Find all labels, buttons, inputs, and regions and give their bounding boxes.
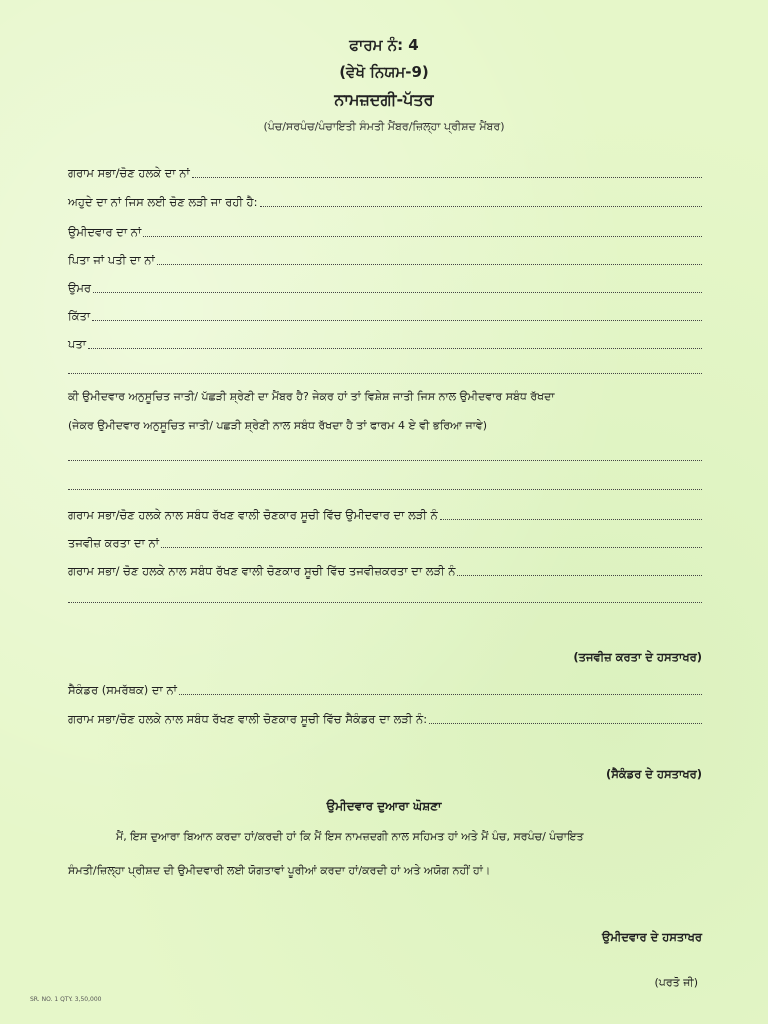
seconder-signature: (ਸੈਕੰਡਰ ਦੇ ਹਸਤਾਖਰ) [605, 767, 702, 781]
page-title: ਨਾਮਜ਼ਦਗੀ-ਪੱਤਰ [334, 90, 434, 109]
age-blank[interactable] [93, 280, 702, 293]
age-field[interactable] [68, 278, 702, 296]
post-field[interactable] [68, 192, 702, 210]
father-name-field[interactable] [68, 250, 702, 268]
caste-note: (ਜੇਕਰ ਉਮੀਦਵਾਰ ਅਨੁਸੂਚਿਤ ਜਾਤੀ/ ਪਛੜੀ ਸ਼੍ਰੇਣੀ ਨਾਲ ਸਬੰਧ ਰੱਖਦਾ ਹੈ ਤਾਂ ਫਾਰਮ 4 ਏ ਵੀ ਭਰਿਆ ਜਾਵੇ) [68, 419, 488, 432]
proposer-name-label: ਤਜਵੀਜ਼ ਕਰਤਾ ਦਾ ਨਾਂ [68, 536, 159, 550]
seconder-name-blank[interactable] [179, 682, 702, 695]
caste-question: ਕੀ ਉਮੀਦਵਾਰ ਅਨੁਸੂਚਿਤ ਜਾਤੀ/ ਪੱਛੜੀ ਸ਼੍ਰੇਣੀ ਦਾ ਮੈਂਬਰ ਹੈ? ਜੇਕਰ ਹਾਂ ਤਾਂ ਵਿਸ਼ੇਸ਼ ਜਾਤੀ ਜਿਸ ਨਾਲ ਉਮੀਦਵਾਰ ਸਬੰਧ ਰੱਖਦਾ [68, 390, 555, 403]
proposer-signature: (ਤਜਵੀਜ਼ ਕਰਤਾ ਦੇ ਹਸਤਾਖਰ) [573, 650, 702, 664]
proposer-serial-blank[interactable] [457, 563, 702, 576]
address-label: ਪਤਾ [68, 337, 87, 351]
candidate-name-blank[interactable] [143, 224, 702, 237]
seconder-serial-field[interactable] [68, 709, 702, 727]
occupation-blank[interactable] [92, 308, 702, 321]
rule-reference: (ਵੇਖੋ ਨਿਯਮ-9) [339, 63, 429, 81]
post-label: ਅਹੁਦੇ ਦਾ ਨਾਂ ਜਿਸ ਲਈ ਚੋਣ ਲੜੀ ਜਾ ਰਹੀ ਹੈ: [68, 195, 258, 209]
print-code: SR. NO. 1 QTY. 3,50,000 [30, 996, 102, 1003]
post-blank[interactable] [260, 194, 703, 207]
address-continuation-line[interactable] [68, 373, 702, 374]
age-label: ਉਮਰ [68, 281, 92, 295]
proposer-name-field[interactable] [68, 533, 702, 551]
address-field[interactable] [68, 334, 702, 352]
gram-sabha-label: ਗਰਾਮ ਸਭਾ/ਚੋਣ ਹਲਕੇ ਦਾ ਨਾਂ [68, 166, 190, 180]
candidate-serial-field[interactable] [68, 505, 702, 523]
father-name-blank[interactable] [157, 252, 702, 265]
proposer-serial-field[interactable] [68, 561, 702, 579]
declaration-line-2: ਸੰਮਤੀ/ਜ਼ਿਲ੍ਹਾ ਪ੍ਰੀਸ਼ਦ ਦੀ ਉਮੀਦਵਾਰੀ ਲਈ ਯੋਗਤਾਵਾਂ ਪੂਰੀਆਂ ਕਰਦਾ ਹਾਂ/ਕਰਦੀ ਹਾਂ ਅਤੇ ਅਯੋਗ ਨਹੀਂ ਹਾਂ। [68, 864, 491, 877]
candidate-serial-label: ਗਰਾਮ ਸਭਾ/ਚੋਣ ਹਲਕੇ ਨਾਲ ਸਬੰਧ ਰੱਖਣ ਵਾਲੀ ਚੋਣਕਾਰ ਸੂਚੀ ਵਿੱਚ ਉਮੀਦਵਾਰ ਦਾ ਲੜੀ ਨੰ [68, 508, 438, 522]
seconder-name-label: ਸੈਕੰਡਰ (ਸਮਰੱਥਕ) ਦਾ ਨਾਂ [68, 683, 177, 697]
seconder-serial-blank[interactable] [429, 711, 702, 724]
form-number: ਫਾਰਮ ਨੰ: 4 [349, 36, 419, 54]
declaration-line-1: ਮੈਂ, ਇਸ ਦੁਆਰਾ ਬਿਆਨ ਕਰਦਾ ਹਾਂ/ਕਰਦੀ ਹਾਂ ਕਿ ਮੈਂ ਇਸ ਨਾਮਜ਼ਦਗੀ ਨਾਲ ਸਹਿਮਤ ਹਾਂ ਅਤੇ ਮੈਂ ਪੰਚ, ਸਰਪੰਚ/ ਪੰਚਾਇਤ [116, 830, 584, 843]
father-name-label: ਪਿਤਾ ਜਾਂ ਪਤੀ ਦਾ ਨਾਂ [68, 253, 155, 267]
proposer-continuation-line[interactable] [68, 602, 702, 603]
proposer-serial-label: ਗਰਾਮ ਸਭਾ/ ਚੋਣ ਹਲਕੇ ਨਾਲ ਸਬੰਧ ਰੱਖਣ ਵਾਲੀ ਚੋਣਕਾਰ ਸੂਚੀ ਵਿੱਚ ਤਜਵੀਜ਼ਕਰਤਾ ਦਾ ਲੜੀ ਨੰ [68, 564, 456, 578]
declaration-heading: ਉਮੀਦਵਾਰ ਦੁਆਰਾ ਘੋਸ਼ਣਾ [326, 799, 442, 813]
candidate-name-field[interactable] [68, 222, 702, 240]
caste-line-1[interactable] [68, 460, 702, 461]
candidate-name-label: ਉਮੀਦਵਾਰ ਦਾ ਨਾਂ [68, 225, 142, 239]
address-blank[interactable] [88, 336, 702, 349]
proposer-name-blank[interactable] [161, 535, 702, 548]
seconder-name-field[interactable] [68, 680, 702, 698]
page-subtitle: (ਪੰਚ/ਸਰਪੰਚ/ਪੰਚਾਇਤੀ ਸੰਮਤੀ ਮੈਂਬਰ/ਜ਼ਿਲ੍ਹਾ ਪ੍ਰੀਸ਼ਦ ਮੈਂਬਰ) [263, 120, 505, 133]
occupation-label: ਕਿੱਤਾ [68, 309, 91, 323]
please-turn-over: (ਪਰਤੋ ਜੀ) [654, 976, 698, 989]
gram-sabha-blank[interactable] [192, 165, 702, 178]
candidate-signature: ਉਮੀਦਵਾਰ ਦੇ ਹਸਤਾਖਰ [602, 930, 702, 944]
candidate-serial-blank[interactable] [440, 507, 702, 520]
occupation-field[interactable] [68, 306, 702, 324]
caste-line-2[interactable] [68, 489, 702, 490]
seconder-serial-label: ਗਰਾਮ ਸਭਾ/ਚੋਣ ਹਲਕੇ ਨਾਲ ਸਬੰਧ ਰੱਖਣ ਵਾਲੀ ਚੋਣਕਾਰ ਸੂਚੀ ਵਿੱਚ ਸੈਕੰਡਰ ਦਾ ਲੜੀ ਨੰ: [68, 712, 428, 726]
gram-sabha-field[interactable] [68, 163, 702, 181]
